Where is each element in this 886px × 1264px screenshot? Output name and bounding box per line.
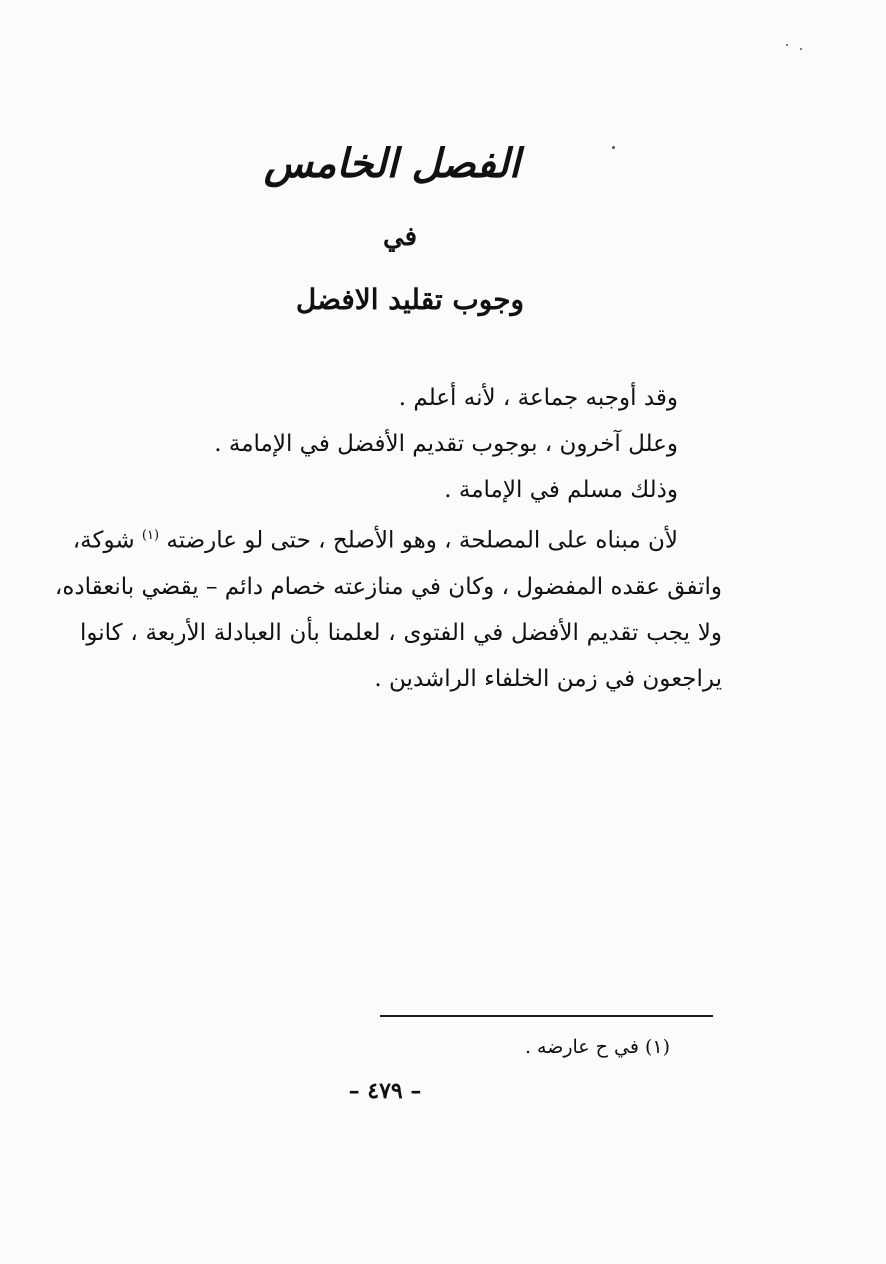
body-line-1: وقد أوجبه جماعة ، لأنه أعلم . — [398, 385, 678, 411]
footnote-reference: (١) — [141, 528, 160, 543]
scan-speck — [612, 146, 615, 149]
body-line-3: وذلك مسلم في الإمامة . — [444, 477, 678, 503]
body-text — [54, 375, 722, 702]
chapter-title: الفصل الخامس — [263, 140, 520, 187]
chapter-fi: في — [382, 222, 418, 252]
scan-speck — [786, 44, 788, 46]
body-line-2: وعلل آخرون ، بوجوب تقديم الأفضل في الإمامة . — [214, 431, 678, 457]
scan-speck — [800, 48, 802, 50]
body-line-4-main: لأن مبناه على المصلحة ، وهو الأصلح ، حتى لو عارضته — [166, 527, 678, 554]
body-line-5: واتفق عقده المفضول ، وكان في منازعته خصام دائم – يقضي بانعقاده، — [54, 573, 722, 600]
chapter-subtitle: وجوب تقليد الافضل — [295, 283, 525, 316]
footnote-divider — [380, 1015, 713, 1017]
body-line-4 — [72, 513, 722, 564]
footnote: (١) في ح عارضه . — [524, 1036, 670, 1058]
page-number: – ٤٧٩ – — [348, 1078, 422, 1104]
body-line-7: يراجعون في زمن الخلفاء الراشدين . — [374, 665, 722, 692]
body-line-6: ولا يجب تقديم الأفضل في الفتوى ، لعلمنا بأن العبادلة الأربعة ، كانوا — [80, 619, 722, 646]
body-line-4-tail: شوكة، — [72, 527, 135, 554]
